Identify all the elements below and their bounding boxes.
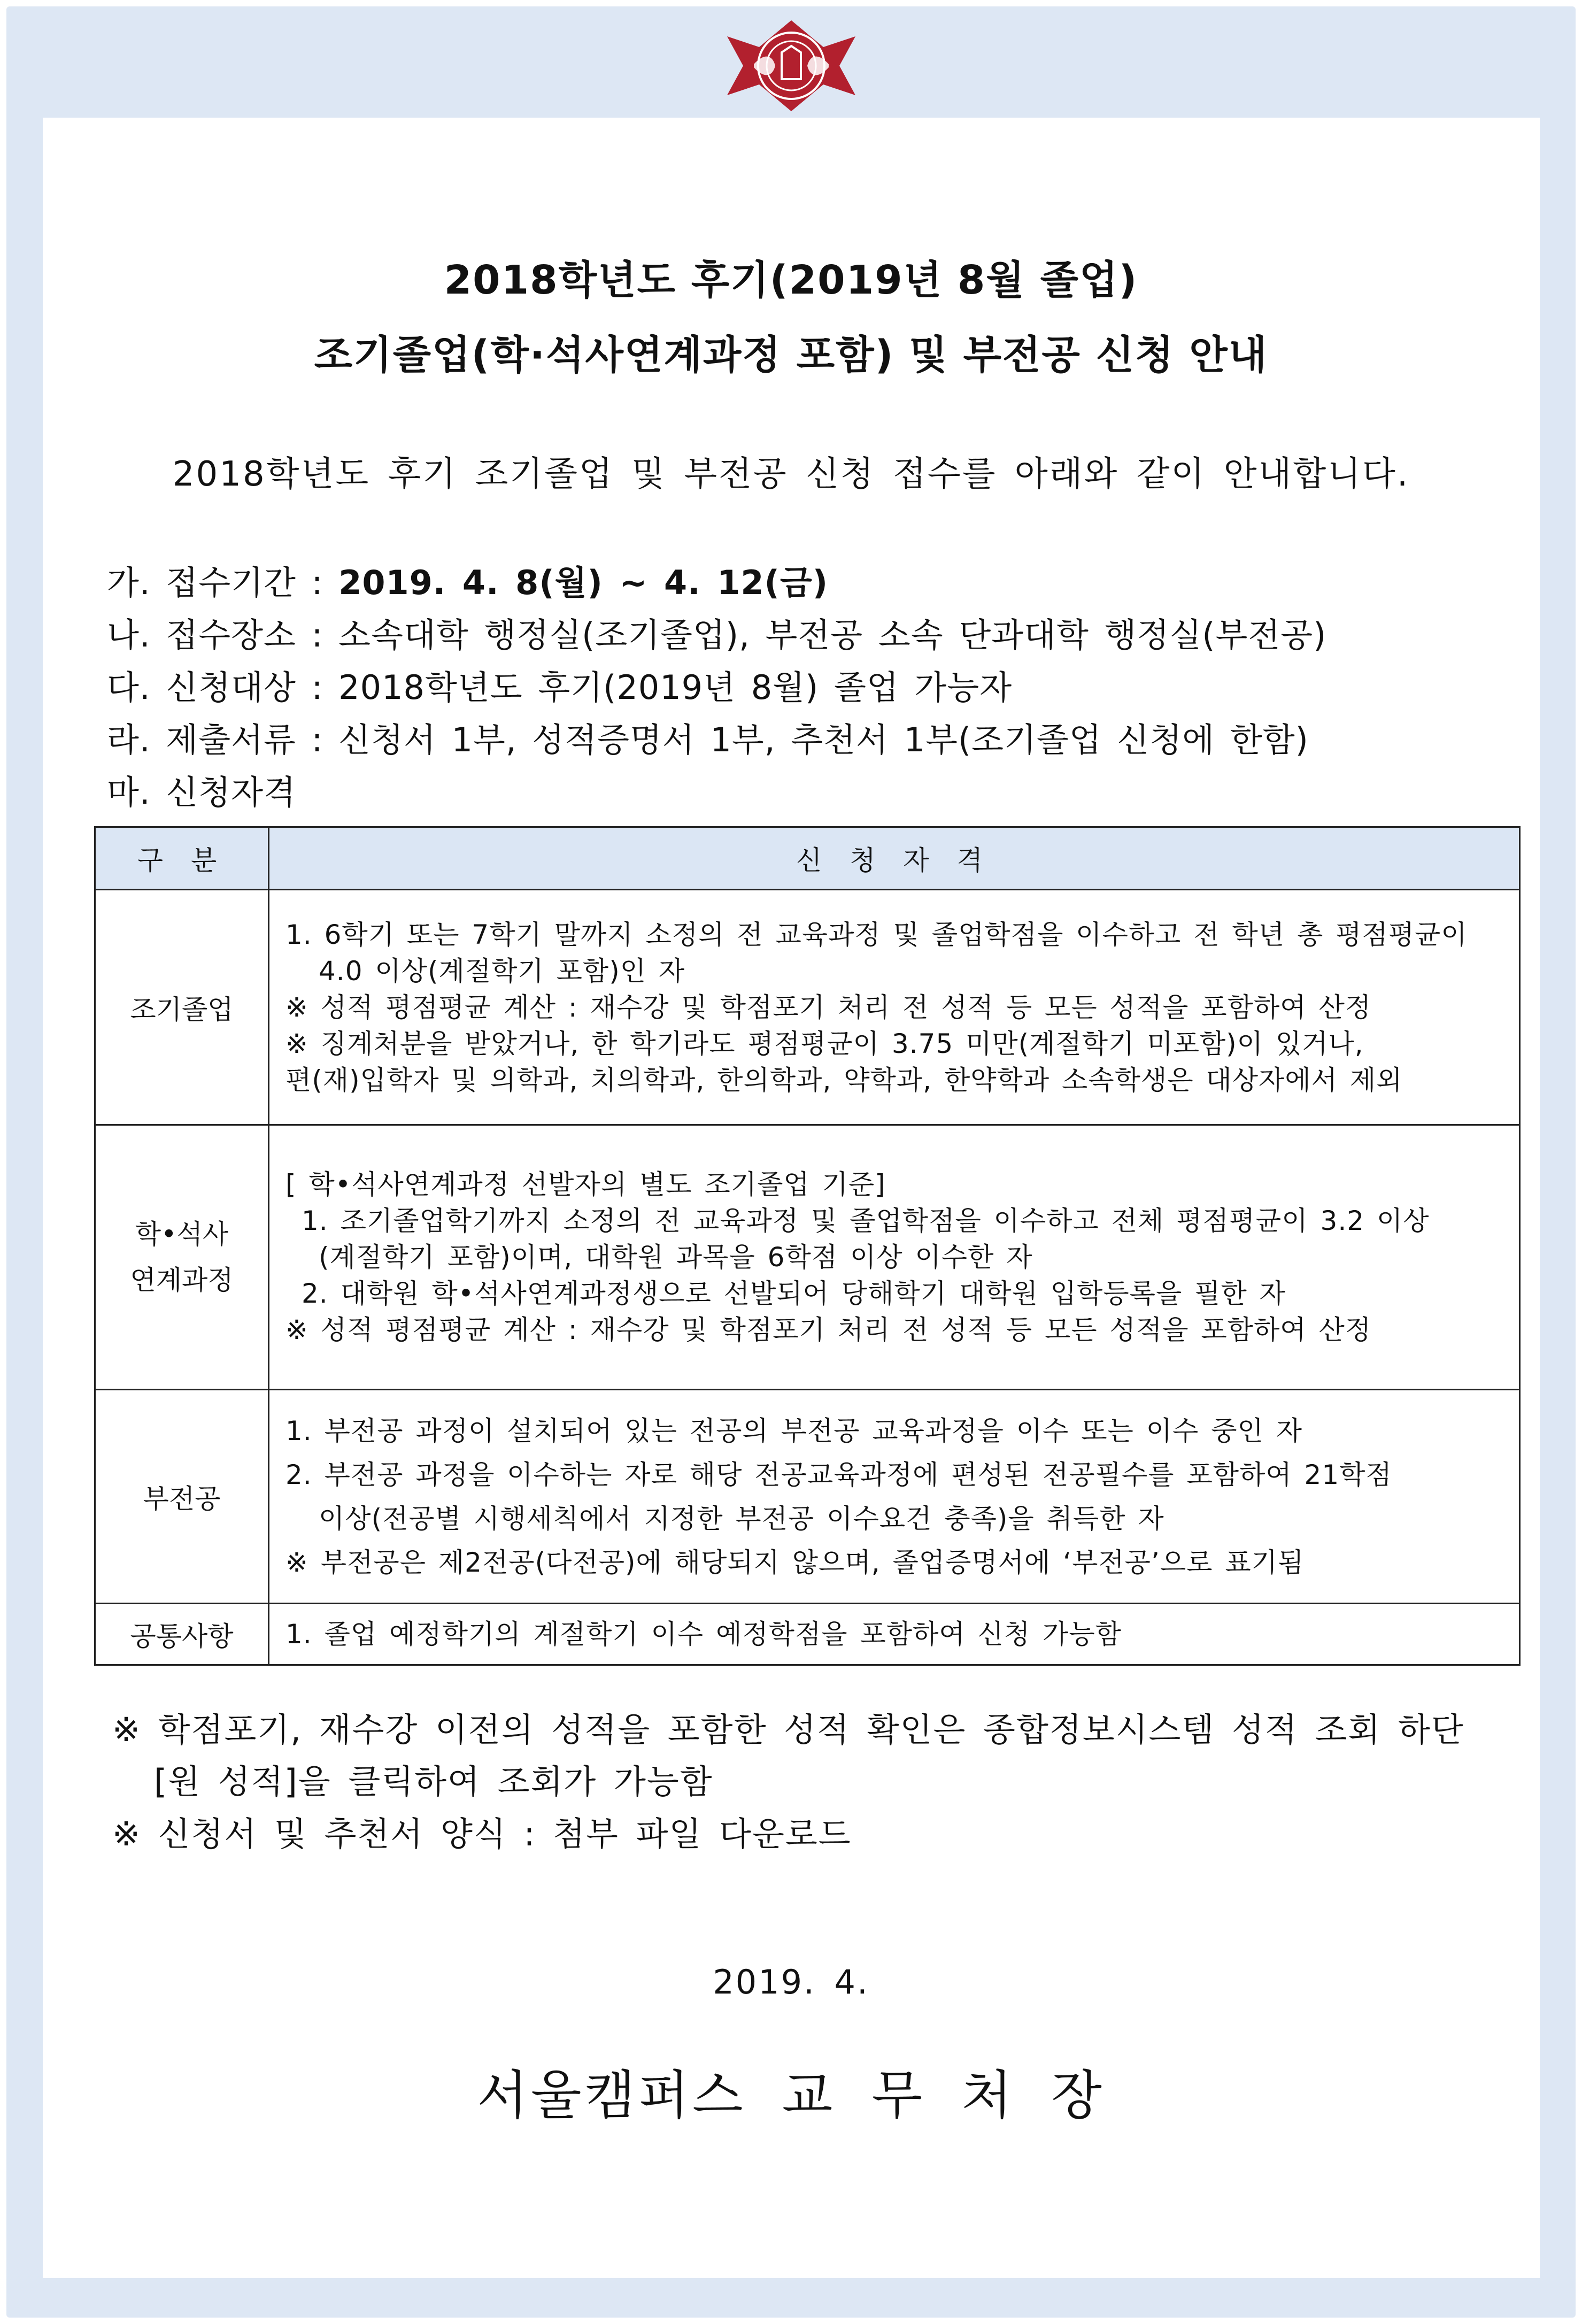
row-line: ※ 성적 평점평균 계산 : 재수강 및 학점포기 처리 전 성적 등 모든 성적을 포함하여 산정 [285, 991, 1372, 1023]
row-category: 부전공 [95, 1390, 269, 1604]
row-line: (계절학기 포함)이며, 대학원 과목을 6학점 이상 이수한 자 [319, 1242, 1033, 1273]
row-content [269, 890, 1520, 1125]
row-line: ※ 징계처분을 받았거나, 한 학기라도 평점평균이 3.75 미만(계절학기 미포함)이 있거나, [285, 1028, 1364, 1059]
period-label: 가. 접수기간 : [107, 563, 323, 602]
row-line: 2. 부전공 과정을 이수하는 자로 해당 전공교육과정에 편성된 전공필수를 포함하여 21학점 [285, 1459, 1392, 1490]
row-line: 이상(전공별 시행세칙에서 지정한 부전공 이수요건 충족)을 취득한 자 [319, 1503, 1164, 1534]
row-line: [ 학•석사연계과정 선발자의 별도 조기졸업 기준] [285, 1169, 886, 1200]
university-seal-icon [722, 15, 861, 117]
item-documents: 라. 제출서류 : 신청서 1부, 성적증명서 1부, 추천서 1부(조기졸업 신청에 한함) [107, 720, 1309, 759]
header-category: 구 분 [95, 827, 269, 890]
row-category: 조기졸업 [95, 890, 269, 1125]
period-value: 2019. 4. 8(월) ~ 4. 12(금) [338, 563, 829, 602]
row-line: ※ 부전공은 제2전공(다전공)에 해당되지 않으며, 졸업증명서에 ‘부전공’으로 표기됨 [285, 1546, 1305, 1578]
note-grade-check: ※ 학점포기, 재수강 이전의 성적을 포함한 성적 확인은 종합정보시스템 성적 조회 하단 [112, 1710, 1464, 1749]
item-qualification: 마. 신청자격 [107, 773, 296, 812]
row-content [269, 1604, 1520, 1665]
page-title-line1: 2018학년도 후기(2019년 8월 졸업) [444, 257, 1138, 303]
table-row [95, 1390, 1520, 1604]
row-category-line: 학•석사 [135, 1219, 229, 1250]
qualification-table [94, 826, 1521, 1666]
header-qualification: 신 청 자 격 [269, 827, 1520, 890]
table-row [95, 1125, 1520, 1390]
row-content [269, 1125, 1520, 1390]
table-header-row [95, 827, 1520, 890]
document-date: 2019. 4. [713, 1963, 869, 2002]
page-title-line2: 조기졸업(학·석사연계과정 포함) 및 부전공 신청 안내 [314, 332, 1268, 378]
row-line: 2. 대학원 학•석사연계과정생으로 선발되어 당해학기 대학원 입학등록을 필한 자 [302, 1278, 1286, 1309]
row-line: 1. 졸업 예정학기의 계절학기 이수 예정학점을 포함하여 신청 가능함 [285, 1619, 1122, 1650]
note-forms: ※ 신청서 및 추천서 양식 : 첨부 파일 다운로드 [112, 1814, 852, 1853]
row-category-line: 연계과정 [130, 1265, 234, 1296]
item-target: 다. 신청대상 : 2018학년도 후기(2019년 8월) 졸업 가능자 [107, 668, 1013, 707]
intro-text: 2018학년도 후기 조기졸업 및 부전공 신청 접수를 아래와 같이 안내합니다. [172, 455, 1410, 494]
signature: 서울캠퍼스 교 무 처 장 [477, 2065, 1105, 2126]
row-category [95, 1125, 269, 1390]
table-row [95, 1604, 1520, 1665]
row-line: 편(재)입학자 및 의학과, 치의학과, 한의학과, 약학과, 한약학과 소속학생은 대상자에서 제외 [285, 1064, 1403, 1096]
table-row [95, 890, 1520, 1125]
row-line: 1. 조기졸업학기까지 소정의 전 교육과정 및 졸업학점을 이수하고 전체 평점평균이 3.2 이상 [302, 1205, 1430, 1236]
row-line: 4.0 이상(계절학기 포함)인 자 [319, 955, 685, 987]
row-content [269, 1390, 1520, 1604]
row-line: 1. 6학기 또는 7학기 말까지 소정의 전 교육과정 및 졸업학점을 이수하고 전 학년 총 평점평균이 [285, 919, 1468, 950]
row-line: ※ 성적 평점평균 계산 : 재수강 및 학점포기 처리 전 성적 등 모든 성적을 포함하여 산정 [285, 1314, 1372, 1345]
item-period [107, 556, 828, 604]
row-category: 공통사항 [95, 1604, 269, 1665]
note-grade-check-cont: [원 성적]을 클릭하여 조회가 가능함 [154, 1762, 713, 1801]
row-line: 1. 부전공 과정이 설치되어 있는 전공의 부전공 교육과정을 이수 또는 이수 중인 자 [285, 1415, 1303, 1446]
item-place: 나. 접수장소 : 소속대학 행정실(조기졸업), 부전공 소속 단과대학 행정실(부전공) [107, 615, 1327, 655]
